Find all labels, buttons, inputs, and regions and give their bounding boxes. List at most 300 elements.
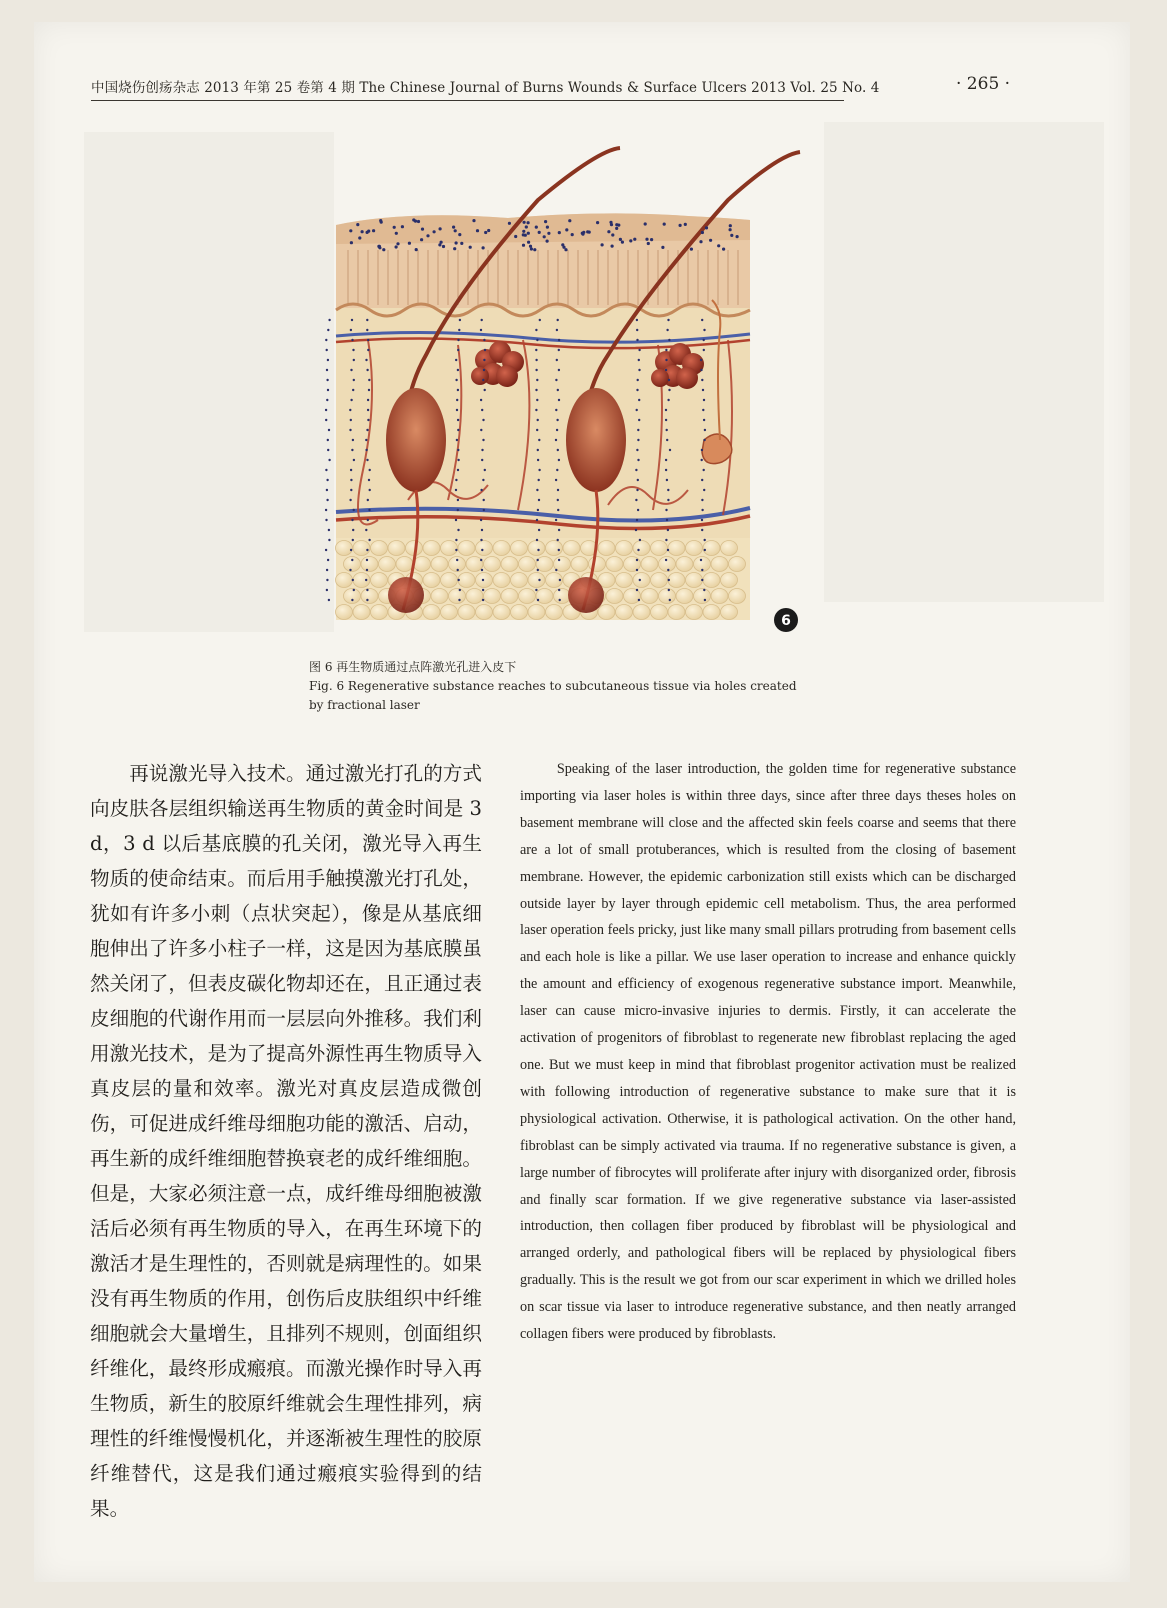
fat-cell — [606, 557, 623, 572]
substance-dot — [366, 549, 368, 551]
substance-dot — [562, 246, 565, 249]
substance-dot — [328, 459, 330, 461]
substance-dot — [717, 244, 720, 247]
substance-dot — [665, 539, 667, 541]
substance-dot — [601, 243, 604, 246]
substance-dot — [668, 339, 670, 341]
fat-cell — [501, 557, 518, 572]
substance-dot — [327, 329, 329, 331]
substance-dot — [703, 419, 705, 421]
substance-dot — [484, 349, 486, 351]
substance-dot — [666, 519, 668, 521]
substance-dot — [325, 339, 327, 341]
substance-dot — [636, 389, 638, 391]
substance-dot — [701, 319, 703, 321]
substance-dot — [645, 238, 648, 241]
substance-dot — [508, 222, 511, 225]
substance-dot — [459, 319, 461, 321]
substance-dot — [366, 459, 368, 461]
substance-dot — [433, 230, 436, 233]
substance-dot — [365, 529, 367, 531]
substance-dot — [700, 559, 702, 561]
substance-dot — [704, 539, 706, 541]
substance-dot — [701, 499, 703, 501]
fat-cell — [616, 605, 633, 620]
substance-dot — [729, 228, 732, 231]
substance-dot — [484, 389, 486, 391]
substance-dot — [483, 339, 485, 341]
substance-dot — [668, 379, 670, 381]
substance-dot — [396, 242, 399, 245]
substance-dot — [555, 519, 557, 521]
substance-dot — [452, 226, 455, 229]
substance-dot — [635, 529, 637, 531]
substance-dot — [476, 229, 479, 232]
fat-cell — [676, 557, 693, 572]
substance-dot — [368, 509, 370, 511]
fat-cell — [641, 589, 658, 604]
fat-cell — [476, 605, 493, 620]
fat-cell — [659, 557, 676, 572]
substance-dot — [460, 242, 463, 245]
substance-dot — [365, 359, 367, 361]
substance-dot — [558, 459, 560, 461]
substance-dot — [367, 230, 370, 233]
substance-dot — [665, 359, 667, 361]
substance-dot — [326, 489, 328, 491]
substance-dot — [458, 329, 460, 331]
substance-dot — [350, 241, 353, 244]
fat-cell — [546, 605, 563, 620]
substance-dot — [557, 499, 559, 501]
substance-dot — [522, 233, 525, 236]
substance-dot — [668, 589, 670, 591]
substance-dot — [617, 224, 620, 227]
fat-cell — [686, 573, 703, 588]
substance-dot — [395, 232, 398, 235]
substance-dot — [365, 579, 367, 581]
fat-cell — [511, 605, 528, 620]
substance-dot — [669, 449, 671, 451]
substance-dot — [558, 369, 560, 371]
substance-dot — [326, 569, 328, 571]
substance-dot — [701, 449, 703, 451]
substance-dot — [326, 589, 328, 591]
fat-cell — [336, 573, 353, 588]
substance-dot — [367, 339, 369, 341]
substance-dot — [559, 579, 561, 581]
substance-dot — [525, 225, 528, 228]
substance-dot — [615, 227, 618, 230]
substance-dot — [535, 589, 537, 591]
substance-dot — [380, 221, 383, 224]
fat-cell — [659, 589, 676, 604]
fat-cell — [431, 557, 448, 572]
substance-dot — [635, 469, 637, 471]
substance-dot — [636, 319, 638, 321]
substance-dot — [638, 369, 640, 371]
english-body-text: Speaking of the laser introduction, the golden time for regenerative substance importing via laser holes is within three days, since after three days theses holes on basement membrane will close and the affected skin feels coarse and seems that there are a lot of small protuberances, which is resulted from the closing of basement membrane. However, the epidemic carbonization still exists which can be discharged outside layer by layer through epidemic cell metabolism. Thus, the area performed laser operation feels pricky, just like many small pillars protruding from basement cells and each hole is like a pillar. We use laser operation to increase and enhance quickly the amount and efficiency of exogenous regenerative substance import. Meanwhile, laser can cause micro-invasive injuries to dermis. Firstly, it can accelerate the activation of progenitors of fibroblast to regenerate new fibroblast replacing the aged one. But we must keep in mind that fibroblast progenitor activation must be realized with following introduction of regenerative substance to make sure that it is physiological activation. Otherwise, it is pathological activation. On the other hand, fibroblast can be simply activated via trauma. If no regenerative substance is given, a large number of fibrocytes will proliferate after injury with disorganized order, fibrosis and finally scar formation. If we give regenerative substance via laser-assisted introduction, then collagen fiber produced by fibroblast will be physiological and arranged orderly, and pathological fibers will be replaced by physiological fibers gradually. This is the result we got from our scar experiment in which we drilled holes on scar tissue via laser to introduce regenerative substance, and then neatly arranged collagen fibers were produced by fibroblasts. — [520, 761, 1016, 1343]
substance-dot — [353, 589, 355, 591]
substance-dot — [535, 329, 537, 331]
substance-dot — [610, 223, 613, 226]
fat-cell — [651, 541, 668, 556]
substance-dot — [527, 241, 530, 244]
substance-dot — [679, 224, 682, 227]
substance-dot — [665, 509, 667, 511]
substance-dot — [426, 234, 429, 237]
fat-cell — [519, 589, 536, 604]
substance-dot — [325, 519, 327, 521]
substance-dot — [639, 579, 641, 581]
substance-dot — [353, 379, 355, 381]
substance-dot — [555, 569, 557, 571]
substance-dot — [537, 459, 539, 461]
substance-dot — [619, 238, 622, 241]
substance-dot — [327, 359, 329, 361]
substance-dot — [537, 599, 539, 601]
substance-dot — [543, 235, 546, 238]
substance-dot — [538, 469, 540, 471]
page-number: · 265 · — [956, 74, 1011, 94]
substance-dot — [458, 579, 460, 581]
substance-dot — [368, 479, 370, 481]
substance-dot — [457, 469, 459, 471]
fat-cell — [476, 541, 493, 556]
substance-dot — [666, 429, 668, 431]
substance-dot — [367, 499, 369, 501]
substance-dot — [638, 399, 640, 401]
substance-dot — [356, 223, 359, 226]
substance-dot — [456, 559, 458, 561]
substance-dot — [350, 369, 352, 371]
substance-dot — [703, 349, 705, 351]
substance-dot — [538, 231, 541, 234]
caption-en-1: Fig. 6 Regenerative substance reaches to subcutaneous tissue via holes created — [309, 679, 797, 693]
substance-dot — [665, 419, 667, 421]
substance-dot — [665, 409, 667, 411]
substance-dot — [327, 559, 329, 561]
substance-dot — [666, 439, 668, 441]
substance-dot — [558, 349, 560, 351]
substance-dot — [536, 489, 538, 491]
substance-dot — [350, 479, 352, 481]
substance-dot — [351, 559, 353, 561]
substance-dot — [701, 579, 703, 581]
substance-dot — [665, 559, 667, 561]
fat-cell — [449, 589, 466, 604]
fat-cell — [616, 541, 633, 556]
substance-dot — [367, 409, 369, 411]
fat-cell — [388, 541, 405, 556]
substance-dot — [701, 459, 703, 461]
substance-dot — [353, 359, 355, 361]
substance-dot — [536, 379, 538, 381]
substance-dot — [536, 399, 538, 401]
fat-cell — [633, 573, 650, 588]
substance-dot — [458, 233, 461, 236]
substance-dot — [522, 244, 525, 247]
fat-cell — [651, 573, 668, 588]
substance-dot — [455, 241, 458, 244]
substance-dot — [351, 449, 353, 451]
substance-dot — [483, 499, 485, 501]
substance-dot — [368, 539, 370, 541]
substance-dot — [457, 389, 459, 391]
fat-cell — [336, 541, 353, 556]
fat-cell — [361, 589, 378, 604]
substance-dot — [480, 489, 482, 491]
substance-dot — [325, 549, 327, 551]
substance-dot — [557, 539, 559, 541]
substance-dot — [326, 499, 328, 501]
fat-cell — [431, 589, 448, 604]
show-through-right — [824, 122, 1104, 602]
substance-dot — [349, 229, 352, 232]
substance-dot — [527, 232, 530, 235]
substance-dot — [556, 419, 558, 421]
substance-dot — [558, 529, 560, 531]
substance-dot — [638, 359, 640, 361]
substance-dot — [366, 599, 368, 601]
fat-cell — [606, 589, 623, 604]
fat-cell — [676, 589, 693, 604]
fat-cell — [353, 605, 370, 620]
fat-cell — [344, 589, 361, 604]
fat-cell — [466, 589, 483, 604]
substance-dot — [556, 469, 558, 471]
substance-dot — [535, 409, 537, 411]
substance-dot — [366, 319, 368, 321]
substance-dot — [456, 399, 458, 401]
substance-dot — [636, 519, 638, 521]
fat-cell — [423, 541, 440, 556]
fat-cell — [414, 557, 431, 572]
substance-dot — [665, 349, 667, 351]
substance-dot — [326, 349, 328, 351]
substance-dot — [661, 246, 664, 249]
substance-dot — [350, 489, 352, 491]
substance-dot — [636, 489, 638, 491]
substance-dot — [535, 369, 537, 371]
fat-cell — [546, 541, 563, 556]
fat-cell — [423, 573, 440, 588]
figure-number-badge — [774, 608, 798, 632]
fat-cell — [353, 573, 370, 588]
substance-dot — [638, 349, 640, 351]
substance-dot — [482, 246, 485, 249]
skin-illustration — [308, 140, 808, 650]
substance-dot — [538, 499, 540, 501]
substance-dot — [636, 589, 638, 591]
substance-dot — [349, 429, 351, 431]
substance-dot — [484, 231, 487, 234]
substance-dot — [722, 248, 725, 251]
substance-dot — [555, 439, 557, 441]
fat-cell — [396, 557, 413, 572]
substance-dot — [703, 589, 705, 591]
substance-dot — [565, 228, 568, 231]
substance-dot — [351, 339, 353, 341]
substance-dot — [638, 599, 640, 601]
substance-dot — [638, 419, 640, 421]
fat-cell — [484, 557, 501, 572]
substance-dot — [328, 539, 330, 541]
substance-dot — [350, 399, 352, 401]
substance-dot — [401, 225, 404, 228]
substance-dot — [555, 479, 557, 481]
substance-dot — [326, 579, 328, 581]
fat-cell — [694, 589, 711, 604]
substance-dot — [353, 459, 355, 461]
fat-cell — [729, 557, 746, 572]
substance-dot — [457, 419, 459, 421]
substance-dot — [481, 319, 483, 321]
substance-dot — [523, 221, 526, 224]
substance-dot — [481, 529, 483, 531]
svg-text:6: 6 — [781, 613, 791, 629]
substance-dot — [412, 218, 415, 221]
substance-dot — [635, 499, 637, 501]
substance-dot — [351, 599, 353, 601]
substance-dot — [556, 359, 558, 361]
substance-dot — [596, 221, 599, 224]
substance-dot — [568, 219, 571, 222]
substance-dot — [328, 429, 330, 431]
substance-dot — [701, 529, 703, 531]
substance-dot — [368, 389, 370, 391]
substance-dot — [455, 479, 457, 481]
substance-dot — [366, 559, 368, 561]
substance-dot — [555, 379, 557, 381]
fat-cell — [493, 541, 510, 556]
substance-dot — [328, 599, 330, 601]
substance-dot — [482, 379, 484, 381]
substance-dot — [667, 319, 669, 321]
substance-dot — [535, 359, 537, 361]
substance-dot — [636, 559, 638, 561]
substance-dot — [453, 247, 456, 250]
substance-dot — [690, 248, 693, 251]
fat-cell — [501, 589, 518, 604]
substance-dot — [455, 549, 457, 551]
substance-dot — [571, 233, 574, 236]
substance-dot — [547, 232, 550, 235]
substance-dot — [701, 231, 704, 234]
substance-dot — [633, 238, 636, 241]
substance-dot — [558, 559, 560, 561]
substance-dot — [703, 399, 705, 401]
substance-dot — [351, 319, 353, 321]
substance-dot — [536, 429, 538, 431]
substance-dot — [536, 339, 538, 341]
substance-dot — [325, 509, 327, 511]
substance-dot — [537, 559, 539, 561]
substance-dot — [629, 239, 632, 242]
substance-dot — [705, 226, 708, 229]
substance-dot — [530, 247, 533, 250]
substance-dot — [611, 245, 614, 248]
fat-cell — [651, 605, 668, 620]
fat-cell — [711, 557, 728, 572]
substance-dot — [361, 230, 364, 233]
substance-dot — [557, 389, 559, 391]
substance-dot — [455, 539, 457, 541]
substance-dot — [395, 245, 398, 248]
substance-dot — [365, 449, 367, 451]
substance-dot — [702, 389, 704, 391]
substance-dot — [557, 509, 559, 511]
fat-cell — [519, 557, 536, 572]
substance-dot — [457, 429, 459, 431]
substance-dot — [408, 242, 411, 245]
substance-dot — [637, 509, 639, 511]
fat-cell — [441, 573, 458, 588]
substance-dot — [546, 226, 549, 229]
show-through-left — [84, 132, 334, 632]
substance-dot — [637, 379, 639, 381]
fat-cell — [353, 541, 370, 556]
substance-dot — [417, 220, 420, 223]
substance-dot — [538, 439, 540, 441]
substance-dot — [367, 349, 369, 351]
substance-dot — [667, 549, 669, 551]
fat-cell — [466, 557, 483, 572]
substance-dot — [699, 240, 702, 243]
fat-cell — [458, 541, 475, 556]
substance-dot — [327, 449, 329, 451]
fat-cell — [721, 605, 738, 620]
substance-dot — [325, 419, 327, 421]
substance-dot — [539, 319, 541, 321]
substance-dot — [536, 519, 538, 521]
fat-cell — [371, 605, 388, 620]
substance-dot — [666, 479, 668, 481]
substance-dot — [366, 589, 368, 591]
fat-cell — [441, 541, 458, 556]
fat-cell — [379, 557, 396, 572]
substance-dot — [611, 233, 614, 236]
substance-dot — [637, 479, 639, 481]
substance-dot — [701, 379, 703, 381]
substance-dot — [537, 449, 539, 451]
substance-dot — [421, 228, 424, 231]
substance-dot — [366, 569, 368, 571]
fat-cell — [598, 605, 615, 620]
substance-dot — [372, 229, 375, 232]
substance-dot — [703, 439, 705, 441]
substance-dot — [350, 329, 352, 331]
substance-dot — [704, 599, 706, 601]
substance-dot — [455, 379, 457, 381]
substance-dot — [480, 539, 482, 541]
substance-dot — [483, 369, 485, 371]
fat-cell — [641, 557, 658, 572]
fat-cell — [536, 589, 553, 604]
substance-dot — [636, 569, 638, 571]
substance-dot — [328, 319, 330, 321]
fat-cell — [336, 605, 353, 620]
substance-dot — [636, 329, 638, 331]
substance-dot — [535, 226, 538, 229]
substance-dot — [326, 399, 328, 401]
substance-dot — [514, 235, 517, 238]
substance-dot — [457, 449, 459, 451]
substance-dot — [709, 239, 712, 242]
substance-dot — [481, 549, 483, 551]
substance-dot — [529, 245, 532, 248]
substance-dot — [557, 489, 559, 491]
